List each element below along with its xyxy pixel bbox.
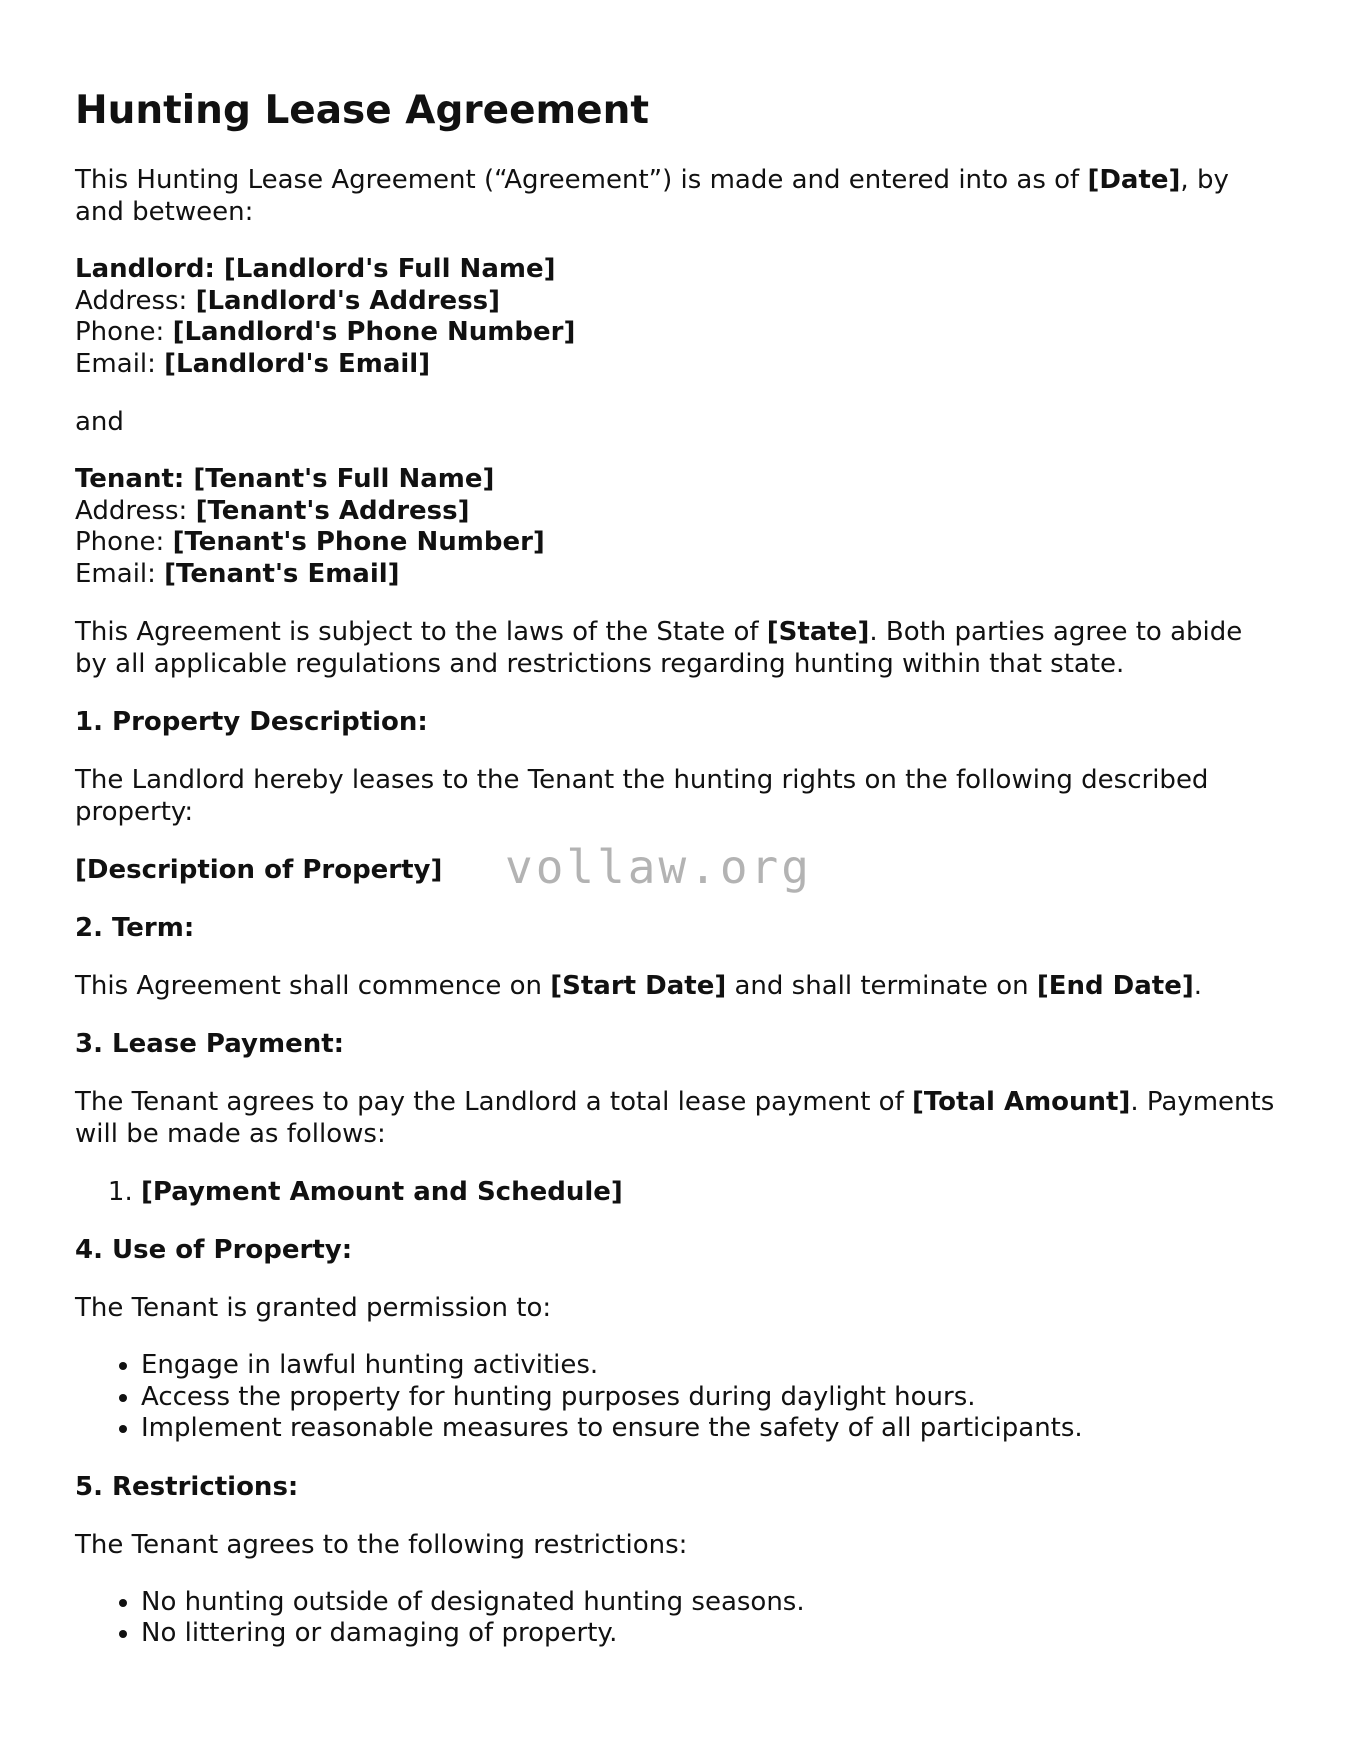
list-item: • No hunting outside of designated hunting seasons. — [141, 1587, 1275, 1619]
tenant-phone-label: Phone: — [75, 527, 173, 557]
landlord-address-label: Address: — [75, 285, 196, 316]
tenant-block — [75, 464, 1275, 590]
date-placeholder: [Date] — [1087, 165, 1181, 195]
restrictions-list — [75, 1587, 1275, 1650]
landlord-address-line — [75, 286, 1275, 318]
payment-before: The Tenant agrees to pay the Landlord a total lease payment of — [75, 1087, 912, 1117]
landlord-email-line — [75, 349, 1275, 381]
landlord-phone-line — [75, 317, 1275, 349]
tenant-address-label: Address: — [75, 495, 196, 526]
tenant-address: [Tenant's Address] — [195, 495, 470, 526]
section-4-text: The Tenant is granted permission to: — [75, 1293, 552, 1323]
landlord-block — [75, 254, 1275, 380]
payment-list — [75, 1176, 1275, 1208]
section-2-text — [75, 970, 1275, 1002]
landlord-email: [Landlord's Email] — [164, 348, 431, 379]
governing-law-before: This Agreement is subject to the laws of the State of — [75, 617, 767, 647]
term-middle: and shall terminate on — [726, 971, 1037, 1001]
term-after: . — [1193, 971, 1202, 1001]
section-1-heading: 1. Property Description: — [75, 707, 428, 737]
tenant-phone-line — [75, 527, 1275, 559]
landlord-address: [Landlord's Address] — [195, 285, 501, 316]
use-of-property-list — [75, 1350, 1275, 1445]
watermark: vollaw.org — [505, 840, 812, 894]
document-title: Hunting Lease Agreement — [75, 88, 650, 133]
tenant-address-line — [75, 496, 1275, 528]
tenant-label: Tenant: — [75, 464, 194, 494]
tenant-email-label: Email: — [75, 558, 165, 589]
governing-law-paragraph — [75, 616, 1275, 680]
term-before: This Agreement shall commence on — [75, 971, 551, 1001]
document-page — [75, 88, 1275, 1676]
list-item: • Access the property for hunting purposes during daylight hours. — [141, 1382, 1275, 1414]
landlord-label: Landlord: — [75, 254, 224, 284]
section-5-heading: 5. Restrictions: — [75, 1471, 299, 1502]
section-3-text — [75, 1086, 1275, 1150]
governing-law-after: . Both parties agree to abide by all applicable regulations and restrictions regarding hunting within that state. — [75, 617, 1243, 679]
start-date-placeholder: [Start Date] — [550, 971, 727, 1001]
landlord-name-line — [75, 254, 1275, 286]
payment-item: 1. [Payment Amount and Schedule] — [141, 1176, 1275, 1208]
section-2-heading: 2. Term: — [75, 913, 195, 943]
list-item: • No littering or damaging of property. — [141, 1618, 1275, 1650]
tenant-name: [Tenant's Full Name] — [193, 464, 495, 494]
tenant-email: [Tenant's Email] — [164, 558, 400, 589]
end-date-placeholder: [End Date] — [1036, 971, 1194, 1001]
tenant-phone: [Tenant's Phone Number] — [172, 527, 545, 557]
section-4-heading: 4. Use of Property: — [75, 1235, 353, 1265]
total-amount-placeholder: [Total Amount] — [912, 1087, 1131, 1117]
list-item: • Implement reasonable measures to ensure the safety of all participants. — [141, 1413, 1275, 1445]
intro-text-after: , by and between: — [75, 165, 1229, 227]
landlord-email-label: Email: — [75, 348, 165, 379]
section-5-text: The Tenant agrees to the following restrictions: — [75, 1529, 688, 1560]
intro-paragraph — [75, 164, 1275, 228]
state-placeholder: [State] — [766, 617, 870, 647]
landlord-phone: [Landlord's Phone Number] — [172, 317, 576, 347]
and-separator: and — [75, 407, 124, 437]
payment-after: . Payments will be made as follows: — [75, 1087, 1275, 1149]
list-item: • Engage in lawful hunting activities. — [141, 1350, 1275, 1382]
tenant-email-line — [75, 559, 1275, 591]
landlord-phone-label: Phone: — [75, 317, 173, 347]
intro-text-before: This Hunting Lease Agreement (“Agreement”) is made and entered into as of — [75, 165, 1088, 195]
section-3-heading: 3. Lease Payment: — [75, 1029, 345, 1059]
property-description-row — [75, 840, 1275, 894]
landlord-name: [Landlord's Full Name] — [223, 254, 556, 284]
property-description-placeholder: [Description of Property] — [75, 855, 443, 885]
tenant-name-line — [75, 464, 1275, 496]
section-1-text: The Landlord hereby leases to the Tenant the hunting rights on the following described property: — [75, 765, 1209, 827]
